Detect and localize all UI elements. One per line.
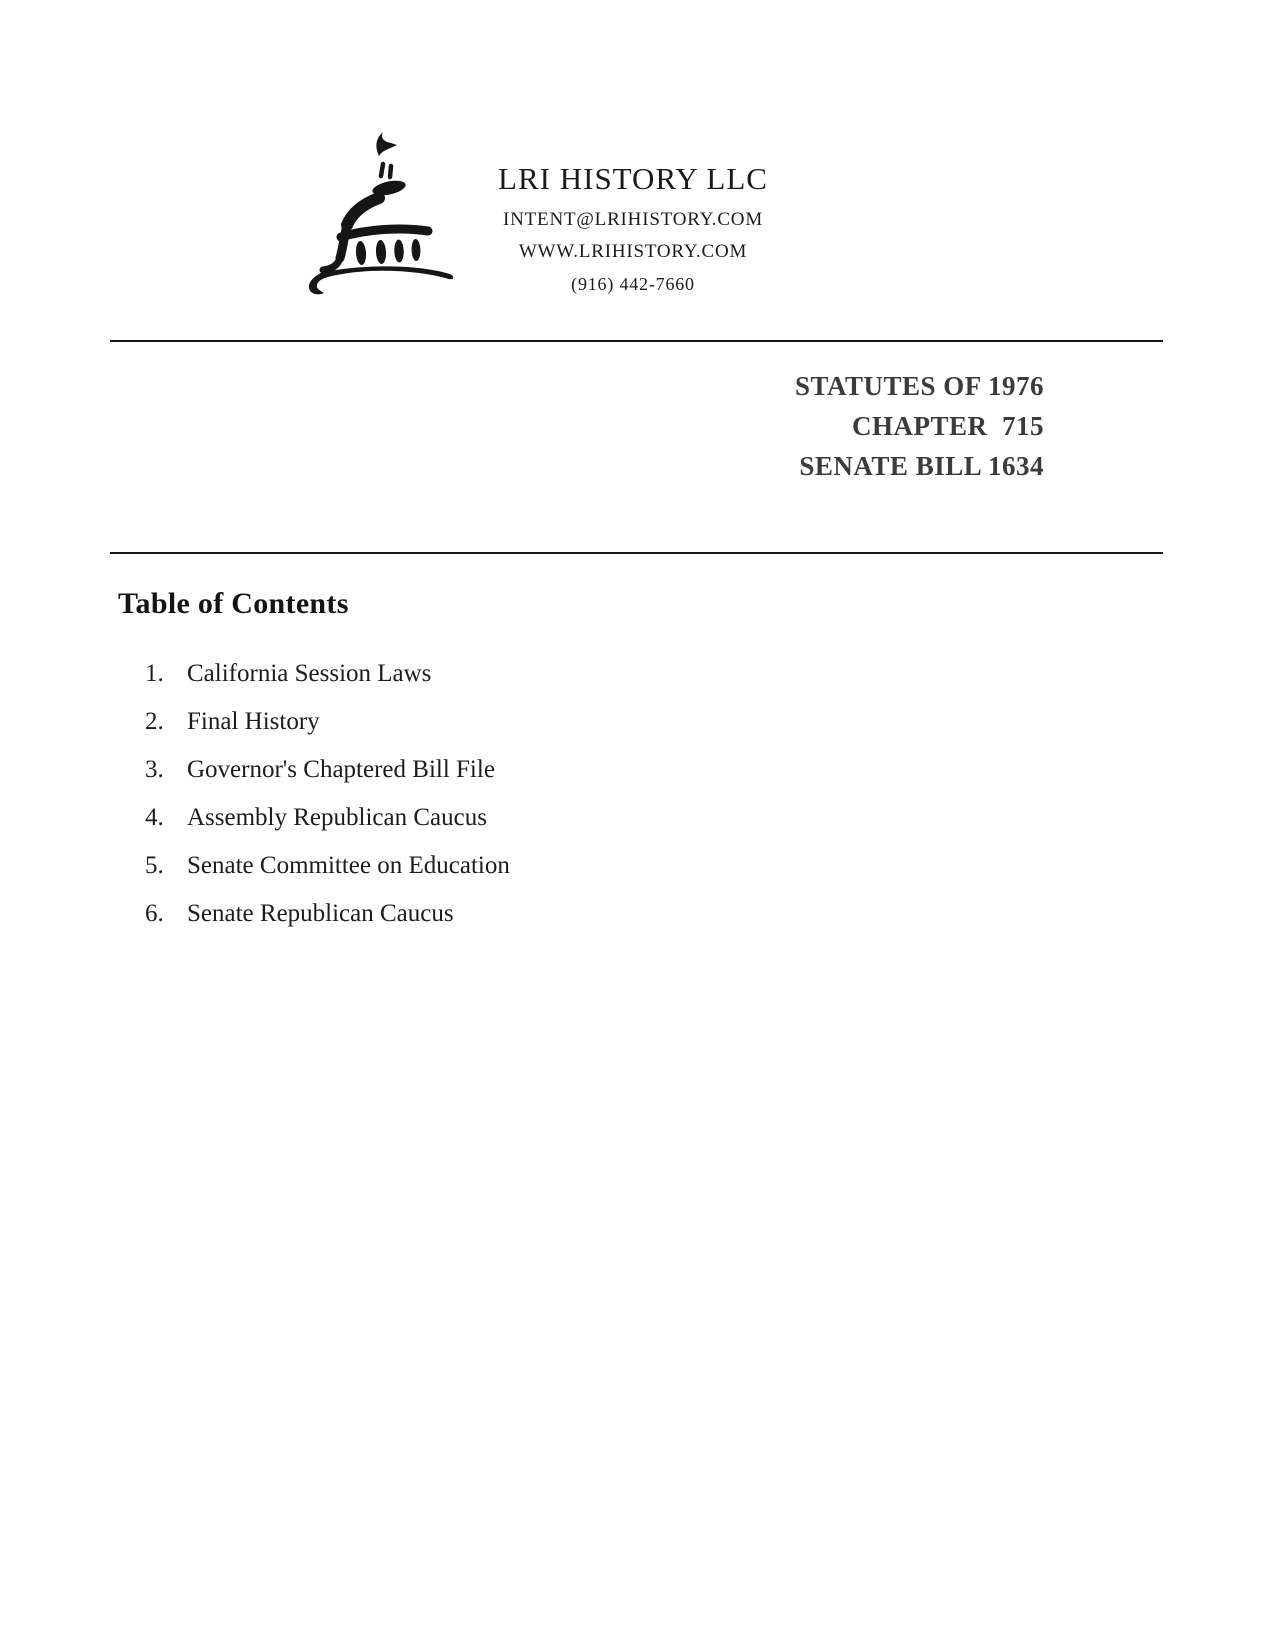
toc-item-label: Assembly Republican Caucus [187, 804, 487, 831]
company-name: LRI HISTORY LLC [498, 161, 768, 196]
toc-item [145, 746, 845, 794]
toc-item-label: Final History [187, 708, 320, 735]
bill-reference-block [795, 366, 1044, 486]
statutes-line: STATUTES OF 1976 [794, 371, 1044, 401]
company-website: WWW.LRIHISTORY.COM [518, 241, 748, 262]
toc-item-label: Governor's Chaptered Bill File [187, 756, 495, 783]
toc-item-number: 1. [145, 660, 164, 687]
company-email: INTENT@LRIHISTORY.COM [502, 209, 764, 230]
toc-item-number: 6. [145, 900, 164, 927]
toc-item [145, 650, 845, 698]
toc-item-label: Senate Republican Caucus [187, 900, 454, 927]
toc-item [145, 890, 845, 938]
toc-item-label: Senate Committee on Education [187, 852, 510, 879]
toc-item-number: 4. [145, 804, 164, 831]
toc-item-number: 2. [145, 708, 164, 735]
chapter-line: CHAPTER 715 [851, 411, 1044, 441]
toc-item [145, 842, 845, 890]
toc-heading: Table of Contents [118, 587, 349, 620]
letterhead [433, 160, 833, 300]
toc-item-number: 3. [145, 756, 164, 783]
toc-item [145, 794, 845, 842]
toc-item-number: 5. [145, 852, 164, 879]
toc-item-label: California Session Laws [187, 660, 432, 687]
divider-bottom [110, 552, 1163, 554]
company-phone: (916) 442-7660 [571, 274, 695, 294]
divider-top [110, 340, 1163, 342]
senate-bill-line: SENATE BILL 1634 [799, 451, 1044, 481]
toc-item [145, 698, 845, 746]
toc-list [145, 650, 845, 938]
